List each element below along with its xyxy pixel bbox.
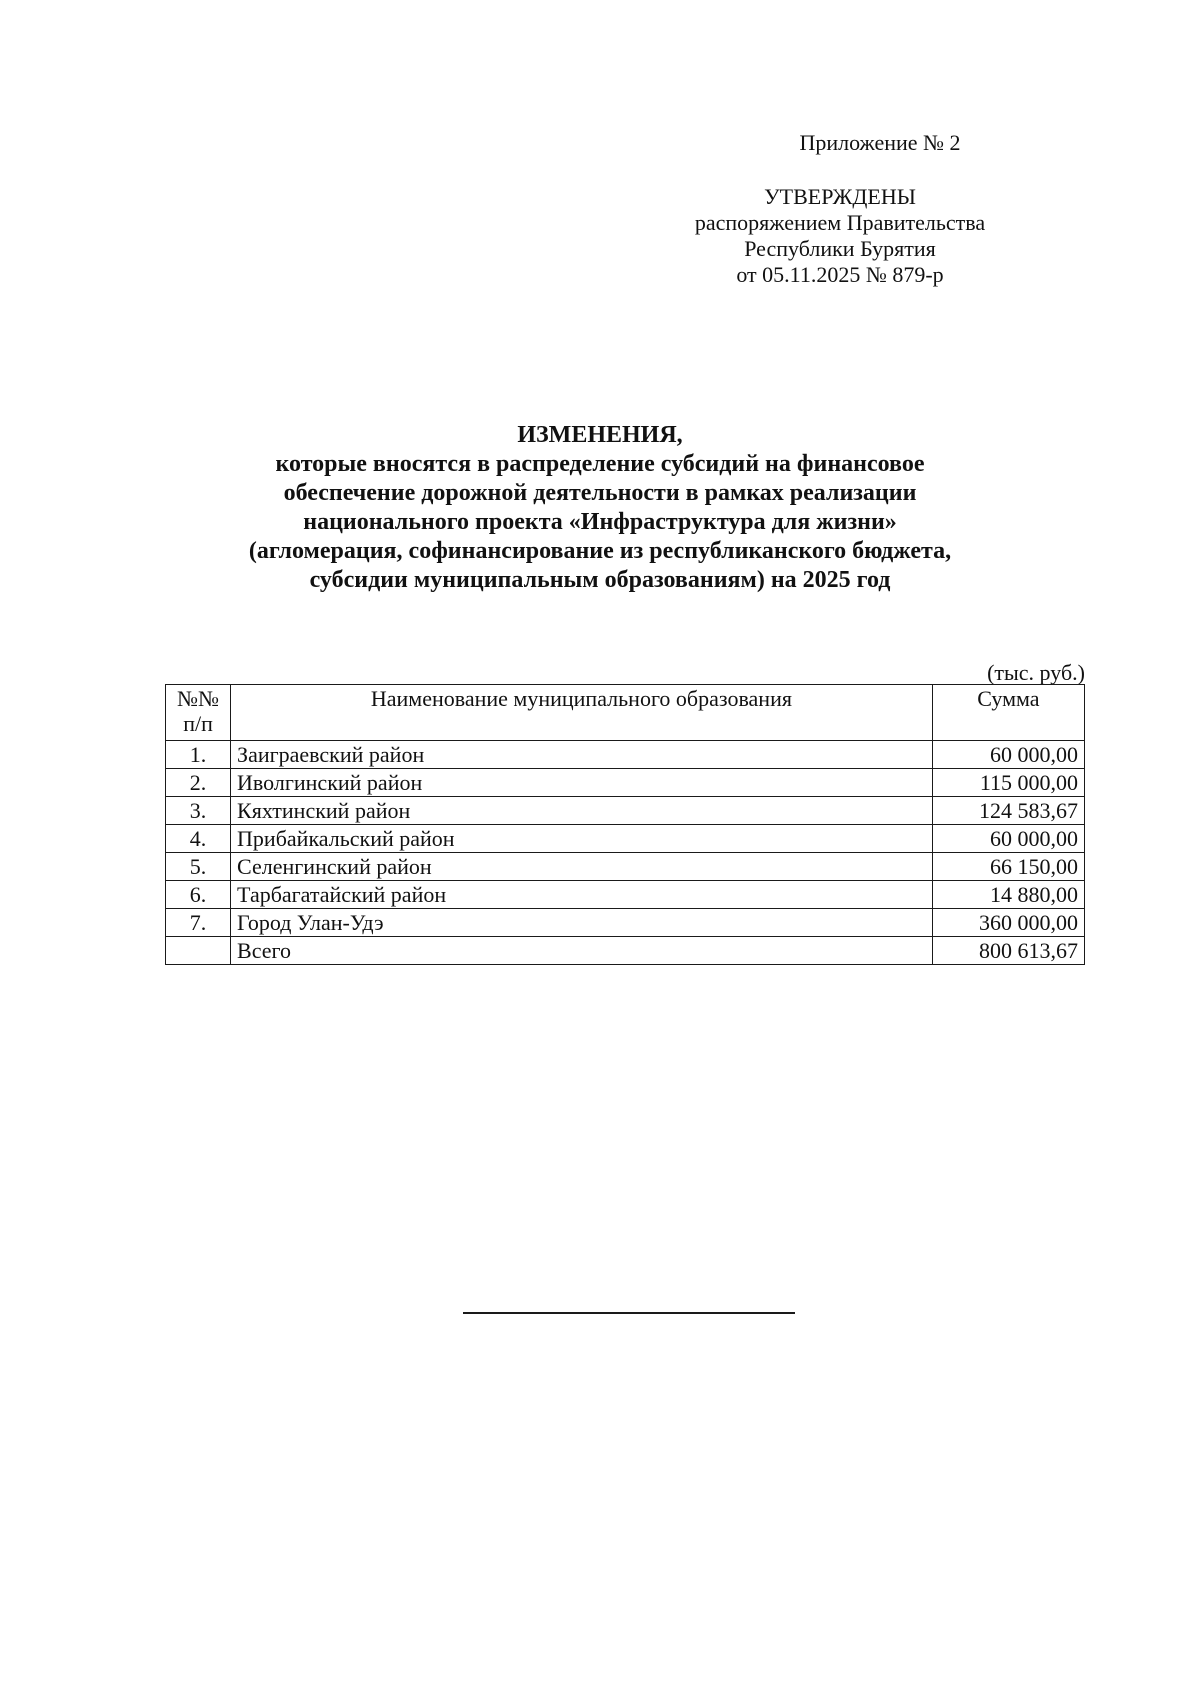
row-name: Селенгинский район — [231, 853, 933, 881]
approval-line: распоряжением Правительства — [694, 210, 986, 235]
end-divider — [463, 1312, 795, 1314]
header-number-line1: №№ — [177, 686, 220, 711]
table-total-row — [166, 937, 1085, 965]
header-number-line2: п/п — [183, 711, 213, 736]
row-number: 2. — [166, 769, 231, 797]
row-number: 1. — [166, 741, 231, 769]
heading-line: национального проекта «Инфраструктура для жизни» — [303, 509, 897, 535]
table-row — [166, 909, 1085, 937]
row-sum: 60 000,00 — [932, 741, 1084, 769]
heading-line: (агломерация, софинансирование из республиканского бюджета, — [248, 538, 952, 564]
heading-line: которые вносятся в распределение субсидий на финансовое — [275, 451, 925, 477]
total-number — [166, 937, 231, 965]
approval-block — [680, 184, 1000, 288]
row-number: 3. — [166, 797, 231, 825]
subsidy-table — [165, 684, 1085, 965]
heading-line: субсидии муниципальным образованиям) на 2025 год — [309, 567, 891, 593]
row-sum: 360 000,00 — [932, 909, 1084, 937]
total-sum: 800 613,67 — [932, 937, 1084, 965]
header-number — [166, 685, 231, 741]
row-name: Иволгинский район — [231, 769, 933, 797]
row-sum: 14 880,00 — [932, 881, 1084, 909]
row-name: Тарбагатайский район — [231, 881, 933, 909]
document-heading — [160, 421, 1040, 595]
heading-line: обеспечение дорожной деятельности в рамках реализации — [283, 480, 917, 506]
row-name: Прибайкальский район — [231, 825, 933, 853]
total-label: Всего — [231, 937, 933, 965]
row-number: 4. — [166, 825, 231, 853]
table-row — [166, 769, 1085, 797]
table-row — [166, 853, 1085, 881]
row-name: Заиграевский район — [231, 741, 933, 769]
header-sum: Сумма — [932, 685, 1084, 741]
table-row — [166, 881, 1085, 909]
table-row — [166, 741, 1085, 769]
row-sum: 115 000,00 — [932, 769, 1084, 797]
table-header-row — [166, 685, 1085, 741]
row-number: 7. — [166, 909, 231, 937]
table-row — [166, 797, 1085, 825]
appendix-label: Приложение № 2 — [799, 130, 961, 155]
units-label: (тыс. руб.) — [987, 660, 1085, 685]
row-number: 6. — [166, 881, 231, 909]
row-sum: 124 583,67 — [932, 797, 1084, 825]
row-sum: 60 000,00 — [932, 825, 1084, 853]
approval-line: от 05.11.2025 № 879-р — [736, 262, 944, 287]
approval-title: УТВЕРЖДЕНЫ — [764, 184, 916, 209]
row-sum: 66 150,00 — [932, 853, 1084, 881]
heading-main: ИЗМЕНЕНИЯ, — [517, 422, 683, 448]
table-row — [166, 825, 1085, 853]
row-name: Город Улан-Удэ — [231, 909, 933, 937]
row-name: Кяхтинский район — [231, 797, 933, 825]
row-number: 5. — [166, 853, 231, 881]
header-name: Наименование муниципального образования — [231, 685, 933, 741]
approval-line: Республики Бурятия — [744, 236, 936, 261]
